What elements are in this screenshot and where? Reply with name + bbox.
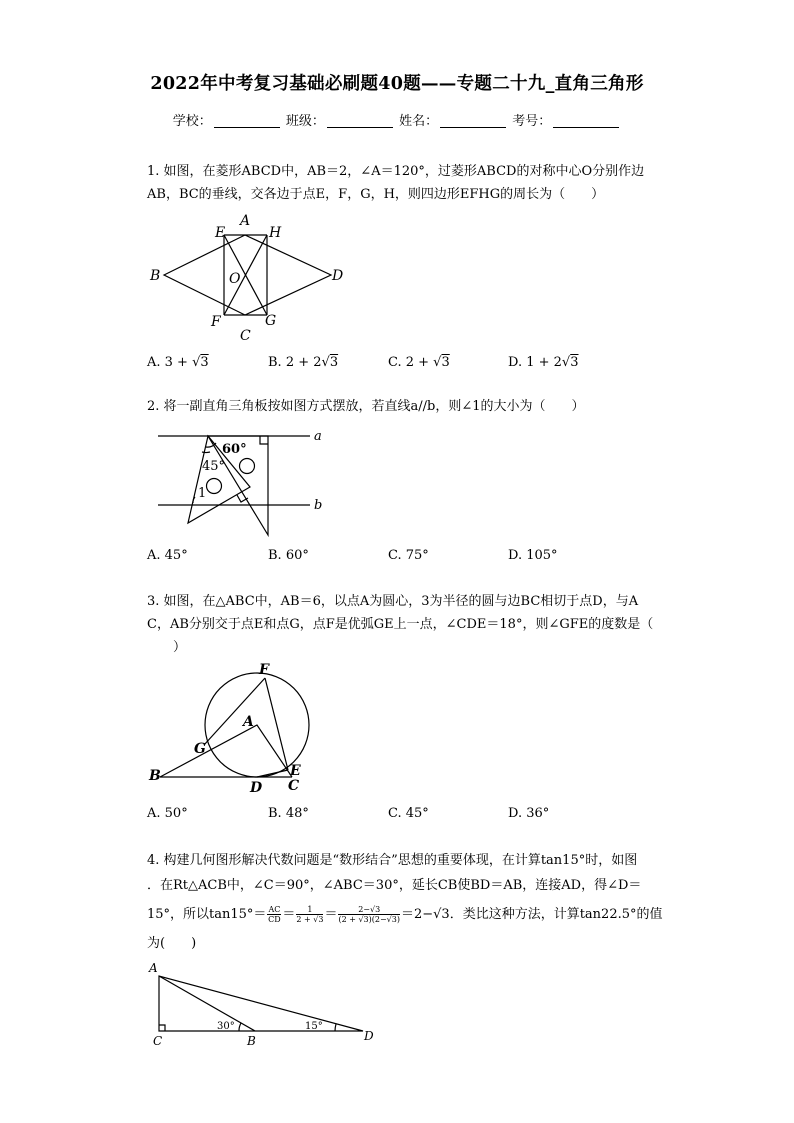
label-e: E	[290, 763, 301, 779]
label-c: C	[288, 778, 300, 794]
label-o: O	[229, 271, 241, 287]
label-a: A	[243, 714, 254, 730]
label-b: B	[149, 768, 161, 784]
label-60-degrees: 60°	[222, 442, 247, 457]
school-label: 学校：	[172, 114, 212, 129]
label-f: F	[259, 662, 269, 678]
label-b: B	[150, 268, 161, 284]
question-4-line3: 15°，所以tan15°＝ $\frac{AC}{CD}$ ＝ $\frac{1}{2 + √3}$ ＝ $\frac{2-√3}{(2 + √3)(2-√3)}$ ＝2−√3．类比这种方法，计算tan22.5°的值	[147, 905, 663, 924]
q1-option-b[interactable]: B. 2 + 2√3	[268, 355, 339, 370]
name-label: 姓名：	[399, 114, 439, 129]
label-line-b: b	[314, 498, 323, 513]
question-4-line4: 为( )	[147, 936, 197, 951]
question-1-line1: 1. 如图，在菱形ABCD中，AB＝2，∠A＝120°，过菱形ABCD的对称中心O分别作边	[147, 164, 645, 179]
fraction-1-over: $\frac{1}{2 + √3}$	[296, 905, 324, 924]
label-f: F	[211, 314, 221, 330]
q1-option-c[interactable]: C. 2 + √3	[388, 355, 450, 370]
tan15-figure	[145, 960, 380, 1050]
label-15-degrees: 15°	[305, 1021, 323, 1032]
question-2-text	[147, 395, 687, 418]
rhombus-abcd	[164, 235, 331, 315]
student-info-row	[0, 110, 794, 129]
label-c: C	[240, 328, 251, 344]
label-a: A	[149, 961, 158, 975]
q2-option-d[interactable]: D. 105°	[508, 548, 558, 563]
label-g: G	[194, 741, 206, 757]
question-1-line2: AB，BC的垂线，交各边于点E，F，G，H，则四边形EFHG的周长为（ ）	[147, 187, 605, 202]
q3-option-c[interactable]: C. 45°	[388, 806, 429, 821]
rhombus-figure	[145, 210, 355, 345]
class-blank	[327, 115, 393, 128]
fraction-rationalized: $\frac{2-√3}{(2 + √3)(2-√3)}$	[338, 905, 400, 924]
q3-option-a[interactable]: A. 50°	[147, 806, 188, 821]
triangle-abc	[160, 725, 292, 777]
q2-option-a[interactable]: A. 45°	[147, 548, 188, 563]
q2-option-b[interactable]: B. 60°	[268, 548, 309, 563]
label-b: B	[247, 1034, 256, 1048]
question-4-line2: ．在Rt△ACB中，∠C＝90°，∠ABC＝30°，延长CB使BD＝AB，连接AD，得∠D＝	[147, 878, 642, 893]
q3-option-d[interactable]: D. 36°	[508, 806, 550, 821]
number-blank	[553, 115, 619, 128]
question-1-text	[147, 160, 687, 206]
segment-ab	[159, 976, 255, 1031]
q2-option-c[interactable]: C. 75°	[388, 548, 429, 563]
question-4-line1: 4. 构建几何图形解决代数问题是“数形结合”思想的重要体现，在计算tan15°时，如图	[147, 853, 638, 868]
label-g: G	[265, 313, 277, 329]
question-3-line1: 3. 如图，在△ABC中，AB＝6，以点A为圆心，3为半径的圆与边BC相切于点D，与A	[147, 594, 639, 609]
label-e: E	[215, 225, 226, 241]
label-d: D	[332, 268, 344, 284]
set-squares-figure	[150, 425, 330, 540]
name-blank	[440, 115, 506, 128]
question-3-line2: C，AB分别交于点E和点G，点F是优弧GE上一点，∠CDE＝18°，则∠GFE的度数是（	[147, 617, 654, 632]
question-4-text	[147, 848, 687, 956]
q1-option-a[interactable]: A. 3 + √3	[147, 355, 209, 370]
question-2-line1: 2. 将一副直角三角板按如图方式摆放，若直线a//b，则∠1的大小为（ ）	[147, 399, 585, 414]
q3-option-b[interactable]: B. 48°	[268, 806, 309, 821]
class-label: 班级：	[285, 114, 325, 129]
question-3-line3: ）	[147, 640, 187, 655]
number-label: 考号：	[512, 114, 552, 129]
label-h: H	[269, 225, 282, 241]
label-d: D	[364, 1029, 374, 1043]
fraction-ac-cd: $\frac{AC}{CD}$	[268, 905, 281, 924]
label-30-degrees: 30°	[217, 1021, 235, 1032]
q1-option-d[interactable]: D. 1 + 2√3	[508, 355, 579, 370]
label-c: C	[153, 1034, 163, 1048]
question-3-text	[147, 590, 687, 659]
label-d: D	[250, 780, 263, 795]
label-45-degrees: 45°	[202, 459, 226, 474]
page-title: 2022年中考复习基础必刷题40题——专题二十九_直角三角形	[150, 74, 644, 94]
label-line-a: a	[314, 429, 322, 444]
circle-figure	[145, 660, 315, 795]
triangle-acd	[159, 976, 363, 1031]
label-a: A	[240, 213, 251, 229]
school-blank	[214, 115, 280, 128]
label-angle-1: 1	[198, 486, 207, 501]
